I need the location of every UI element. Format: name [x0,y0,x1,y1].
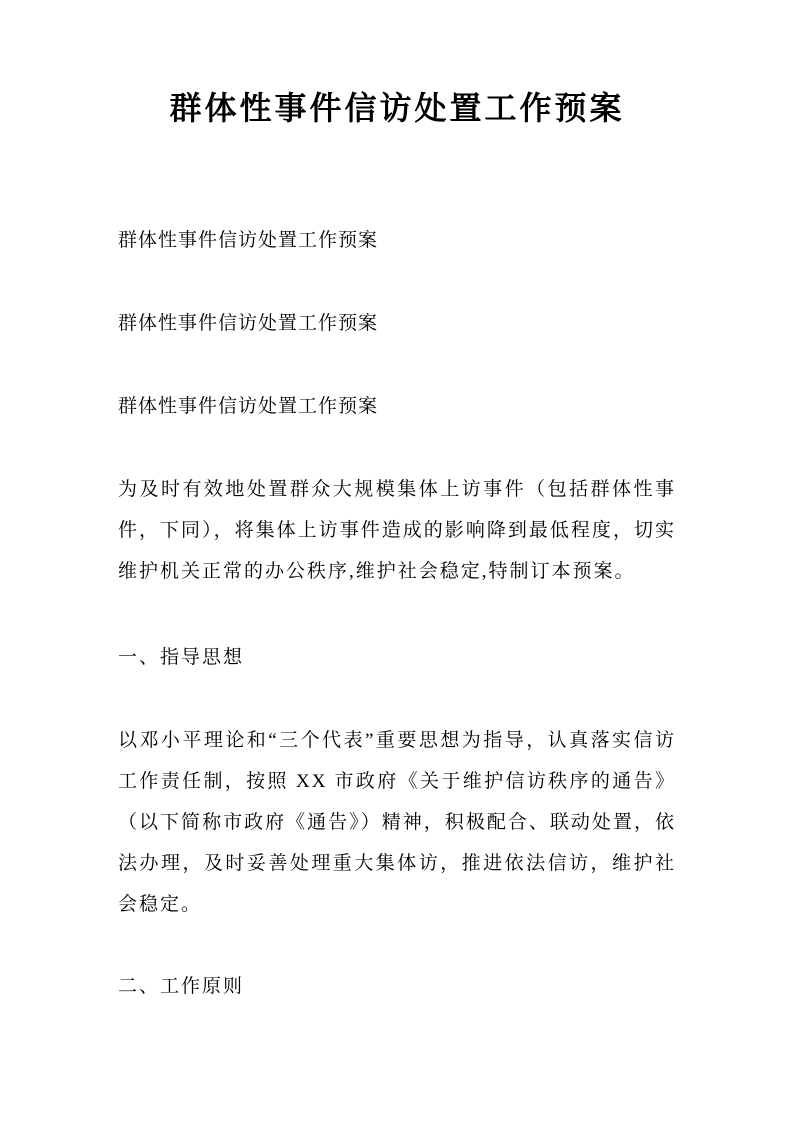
section-heading-work-principles: 二、工作原则 [118,976,245,997]
intro-paragraph: 为及时有效地处置群众大规模集体上访事件（包括群体性事件，下同），将集体上访事件造成的影响降到最低程度，切实维护机关正常的办公秩序,维护社会稳定,特制订本预案。 [118,479,676,582]
repeated-title-line-3: 群体性事件信访处置工作预案 [118,396,379,417]
guiding-ideology-paragraph: 以邓小平理论和“三个代表”重要思想为指导，认真落实信访工作责任制，按照 XX 市政府《关于维护信访秩序的通告》（以下简称市政府《通告》）精神，积极配合、联动处置，依法办理，及时妥善处理重大集体访，推进依法信访，维护社会稳定。 [118,730,676,915]
section-heading-guiding-ideology: 一、指导思想 [118,647,245,668]
document-title: 群体性事件信访处置工作预案 [169,90,625,126]
repeated-title-line-1: 群体性事件信访处置工作预案 [118,230,379,251]
repeated-title-line-2: 群体性事件信访处置工作预案 [118,313,379,334]
